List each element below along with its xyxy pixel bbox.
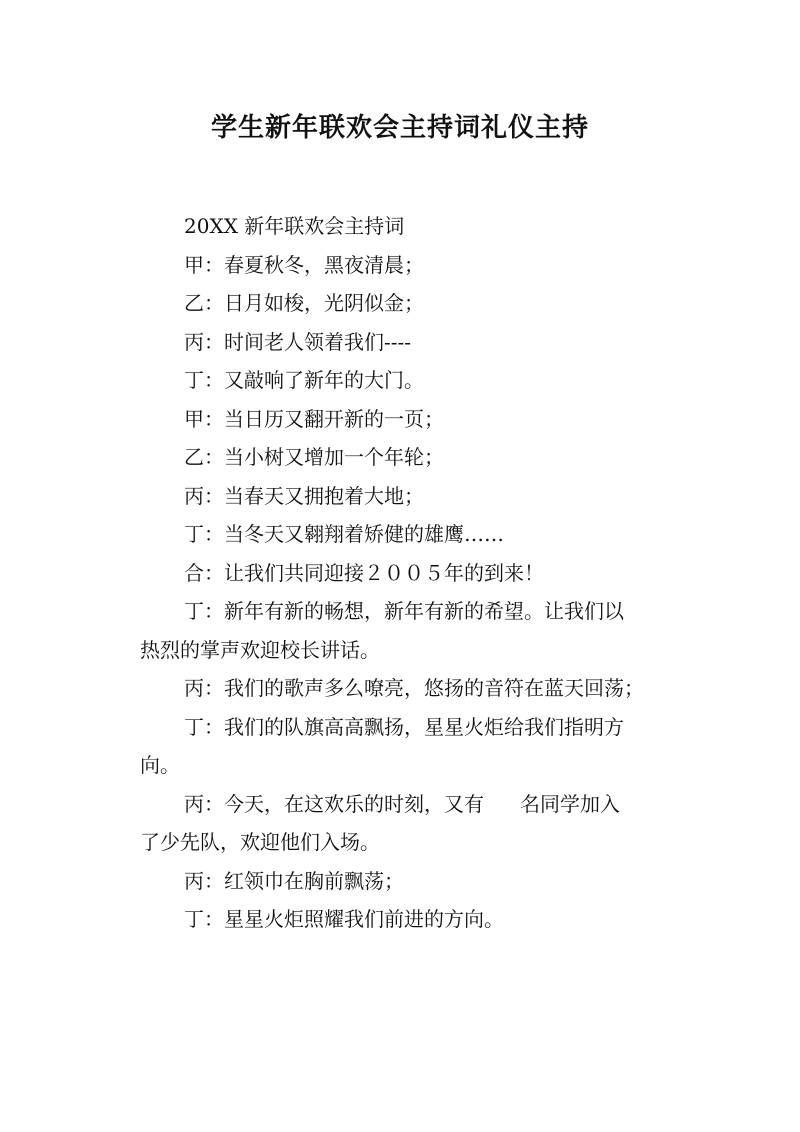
document-body — [140, 207, 670, 939]
paragraph-text: 丙：今天，在这欢乐的时刻，又有 — [184, 791, 484, 816]
paragraph-line: 了少先队，欢迎他们入场。 — [140, 830, 380, 854]
paragraph-text: 名同学加入 — [520, 791, 620, 816]
paragraph — [140, 592, 670, 669]
paragraph-line: 丁：我们的队旗高高飘扬，星星火炬给我们指明方 — [184, 714, 624, 739]
document-title: 学生新年联欢会主持词礼仪主持 — [210, 113, 589, 143]
paragraph: 乙：日月如梭，光阴似金； — [184, 291, 424, 315]
paragraph-line: 向。 — [140, 753, 180, 777]
paragraph — [140, 785, 670, 862]
paragraph: 丙：时间老人领着我们---- — [184, 329, 412, 354]
paragraph-line: 丁：新年有新的畅想，新年有新的希望。让我们以 — [184, 599, 624, 623]
paragraph-line — [140, 785, 670, 824]
paragraph: 合：让我们共同迎接２００５年的到来！ — [184, 560, 544, 585]
paragraph: 丙：红领巾在胸前飘荡； — [184, 868, 404, 893]
paragraph: 丙：当春天又拥抱着大地； — [184, 483, 424, 508]
paragraph: 丁：当冬天又翱翔着矫健的雄鹰…… — [184, 522, 504, 546]
paragraph: 20XX 新年联欢会主持词 — [184, 214, 405, 238]
paragraph-line: 热烈的掌声欢迎校长讲话。 — [140, 637, 380, 662]
paragraph: 乙：当小树又增加一个年轮； — [184, 445, 444, 469]
paragraph: 甲：春夏秋冬，黑夜清晨； — [184, 252, 424, 277]
paragraph: 丁：又敲响了新年的大门。 — [184, 368, 424, 392]
paragraph: 丁：星星火炬照耀我们前进的方向。 — [184, 907, 504, 931]
paragraph: 甲：当日历又翻开新的一页； — [184, 406, 444, 431]
paragraph — [140, 708, 670, 785]
paragraph: 丙：我们的歌声多么嘹亮，悠扬的音符在蓝天回荡； — [184, 676, 644, 700]
